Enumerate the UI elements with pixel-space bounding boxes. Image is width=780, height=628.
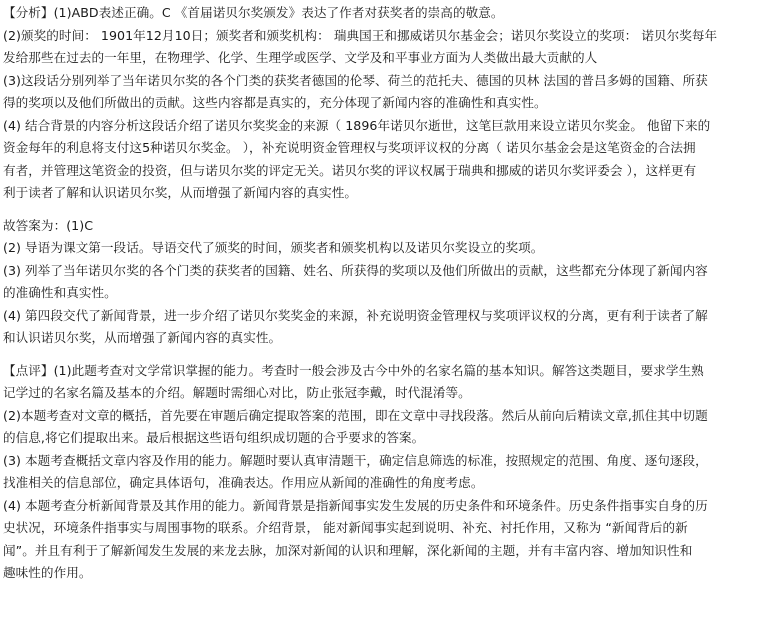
- answer-line: 的准确性和真实性。: [3, 285, 117, 300]
- answer-line: 和认识诺贝尔奖，从而增强了新闻内容的真实性。: [3, 330, 282, 345]
- comment-line: 【点评】(1)此题考查对文学常识掌握的能力。考查时一般会涉及古今中外的名家名篇的基本知识。解答这类题目，要求学生熟: [3, 362, 704, 378]
- analysis-line: 发给那些在过去的一年里，在物理学、化学、生理学或医学、文学及和平事业方面为人类做出最大贡献的人: [3, 50, 598, 65]
- analysis-line: 资金每年的利息将支付这5种诺贝尔奖金。 ），补充说明资金管理权与奖项评议权的分离（ 诺贝尔基金会是这笔资金的合法拥: [3, 140, 696, 155]
- comment-line: (4) 本题考查分析新闻背景及其作用的能力。新闻背景是指新闻事实发生发展的历史条件和环境条件。历史条件指事实自身的历: [3, 497, 708, 513]
- analysis-line: (4) 结合背景的内容分析这段话介绍了诺贝尔奖奖金的来源（ 1896年诺贝尔逝世，这笔巨款用来设立诺贝尔奖金。 他留下来的: [3, 117, 711, 133]
- comment-section: [3, 360, 774, 585]
- comment-line: 趣味性的作用。: [3, 565, 92, 580]
- analysis-line: 【分析】(1)ABD表述正确。C 《首届诺贝尔奖颁发》表达了作者对获奖者的崇高的敬意。: [3, 5, 504, 20]
- answer-line: (2) 导语为课文第一段话。导语交代了颁奖的时间，颁奖者和颁奖机构以及诺贝尔奖设立的奖项。: [3, 240, 544, 255]
- section-spacer: [3, 205, 774, 215]
- comment-line: 找准相关的信息部位，确定具体语句，准确表达。作用应从新闻的准确性的角度考虑。: [3, 475, 484, 490]
- analysis-line: (2)颁奖的时间： 1901年12月10日；颁奖者和颁奖机构： 瑞典国王和挪威诺贝尔基金会；诺贝尔奖设立的奖项： 诺贝尔奖每年: [3, 27, 718, 43]
- analysis-section: [3, 2, 774, 205]
- analysis-line: (3)这段话分别列举了当年诺贝尔奖的各个门类的获奖者德国的伦琴、荷兰的范托夫、德国的贝林 法国的普吕多姆的国籍、所获: [3, 72, 708, 88]
- answer-line: (4) 第四段交代了新闻背景，进一步介绍了诺贝尔奖奖金的来源，补充说明资金管理权与奖项评议权的分离，更有利于读者了解: [3, 307, 708, 323]
- analysis-line: 得的奖项以及他们所做出的贡献。这些内容都是真实的，充分体现了新闻内容的准确性和真实性。: [3, 95, 547, 110]
- section-spacer: [3, 350, 774, 360]
- comment-line: 记学过的名家名篇及基本的介绍。解题时需细心对比，防止张冠李戴，时代混淆等。: [3, 385, 471, 400]
- analysis-line: 有者，并管理这笔资金的投资，但与诺贝尔奖的评定无关。诺贝尔奖的评议权属于瑞典和挪威的诺贝尔奖评委会 ），这样更有: [3, 162, 697, 178]
- answer-section: [3, 215, 774, 350]
- answer-line: (3) 列举了当年诺贝尔奖的各个门类的获奖者的国籍、姓名、所获得的奖项以及他们所做出的贡献，这些都充分体现了新闻内容: [3, 262, 708, 278]
- analysis-line: 利于读者了解和认识诺贝尔奖，从而增强了新闻内容的真实性。: [3, 185, 358, 200]
- comment-line: (3) 本题考查概括文章内容及作用的能力。解题时要认真审清题干，确定信息筛选的标准，按照规定的范围、角度、逐句逐段，: [3, 452, 708, 468]
- comment-line: (2)本题考查对文章的概括，首先要在审题后确定提取答案的范围，即在文章中寻找段落。然后从前向后精读文章,抓住其中切题: [3, 407, 708, 423]
- comment-line: 闻”。并且有利于了解新闻发生发展的来龙去脉，加深对新闻的认识和理解，深化新闻的主题，并有丰富内容、增加知识性和: [3, 542, 693, 558]
- comment-line: 的信息,将它们提取出来。最后根据这些语句组织成切题的合乎要求的答案。: [3, 430, 425, 445]
- answer-line: 故答案为：(1)C: [3, 217, 94, 233]
- comment-line: 史状况，环境条件指事实与周围事物的联系。介绍背景， 能对新闻事实起到说明、补充、衬托作用，又称为 “新闻背后的新: [3, 520, 688, 535]
